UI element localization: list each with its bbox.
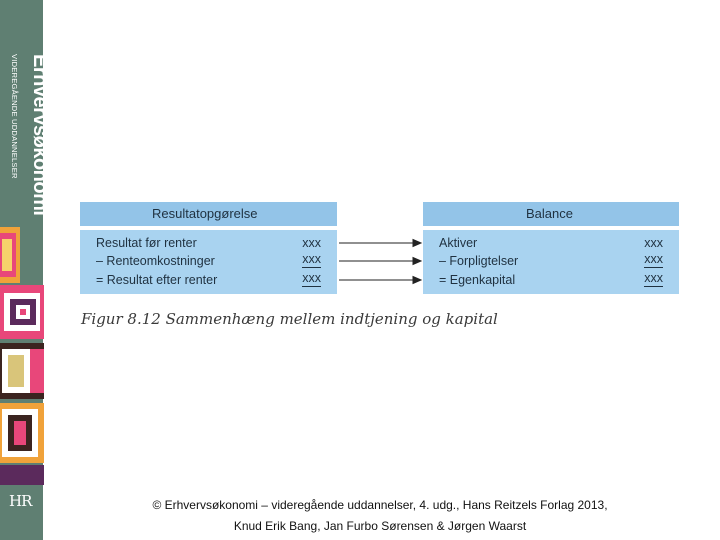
balance-body	[423, 230, 679, 294]
income-row-label: = Resultat efter renter	[96, 273, 218, 287]
balance-row	[423, 271, 679, 289]
brand-subtitle: VIDEREGÅENDE UDDANNELSER	[10, 54, 19, 179]
balance-header	[423, 202, 679, 226]
balance-row-value: xxx	[644, 252, 663, 266]
footer-line-1: © Erhvervsøkonomi – videregående uddannelser, 4. udg., Hans Reitzels Forlag 2013,	[152, 498, 608, 512]
sidebar	[0, 0, 51, 540]
balance-row	[423, 234, 679, 252]
income-row	[80, 271, 337, 289]
balance-row-label: Aktiver	[439, 236, 478, 250]
footer-line-2: Knud Erik Bang, Jan Furbo Sørensen & Jørgen Waarst	[233, 519, 527, 533]
income-row-value: xxx	[302, 236, 321, 250]
balance-row-label: = Egenkapital	[439, 273, 516, 287]
income-statement-body	[80, 230, 337, 294]
figure-caption: Figur 8.12 Sammenhæng mellem indtjening og kapital	[81, 310, 498, 328]
income-row	[80, 252, 337, 270]
income-row-value: xxx	[302, 271, 321, 285]
balance-title: Balance	[526, 206, 573, 221]
brand-logo	[4, 52, 51, 216]
income-row-label: – Renteomkostninger	[96, 254, 215, 268]
decorative-pattern	[0, 225, 43, 485]
income-statement-header	[80, 202, 337, 226]
income-row	[80, 234, 337, 252]
income-statement-title: Resultatopgørelse	[152, 206, 258, 221]
publisher-logo: HR	[9, 492, 32, 510]
brand-title: Erhvervsøkonomi	[29, 54, 51, 216]
balance-row-value: xxx	[644, 271, 663, 285]
income-row-label: Resultat før renter	[96, 236, 197, 250]
balance-row	[423, 252, 679, 270]
balance-row-value: xxx	[644, 236, 663, 250]
balance-row-label: – Forpligtelser	[439, 254, 519, 268]
connector-arrows	[337, 230, 423, 294]
income-row-value: xxx	[302, 252, 321, 266]
copyright-footer	[80, 495, 680, 537]
